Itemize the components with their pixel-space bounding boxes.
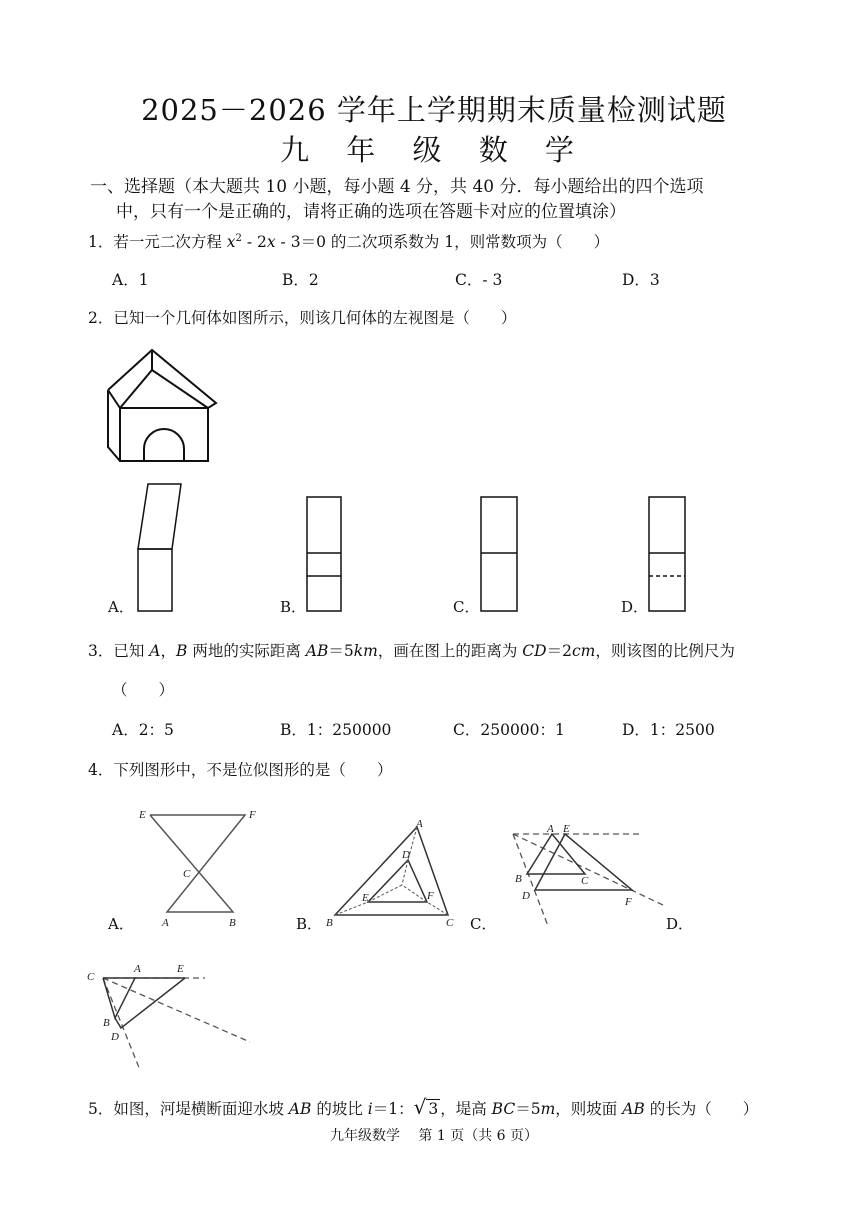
q4c-label-a: A	[547, 823, 554, 835]
q3-var-a: A	[149, 642, 161, 660]
q4a-label-b: B	[229, 917, 236, 929]
q3-unit-cm: cm	[571, 642, 596, 660]
q4d-label-c: C	[87, 971, 95, 983]
q3-eq2: ＝2	[546, 642, 572, 660]
q1-prefix: 1．若一元二次方程	[88, 233, 227, 251]
q5-ratio: ＝1：	[372, 1100, 414, 1118]
q5-sqrt-value: 3	[428, 1100, 439, 1118]
q4b-label-d: D	[402, 849, 410, 861]
q5-var-bc: BC	[491, 1100, 516, 1118]
q5-unit-m: m	[540, 1100, 556, 1118]
q4b-label-e: E	[362, 892, 369, 904]
q3-part-a: 3．已知	[88, 642, 150, 660]
q2-option-c-figure	[479, 495, 521, 615]
q1-option-a[interactable]: A．1	[112, 271, 149, 289]
q1-option-b[interactable]: B．2	[282, 271, 319, 289]
q4d-label-d: D	[111, 1031, 119, 1043]
q2-option-d[interactable]: D．	[621, 598, 649, 616]
q2-option-a-figure	[135, 480, 185, 615]
q2-option-b-figure	[305, 495, 345, 615]
q4-option-a[interactable]: A．	[108, 915, 134, 933]
q4-figure-b	[320, 815, 465, 930]
q4d-label-b: B	[103, 1017, 110, 1029]
q4c-label-b: B	[515, 873, 522, 885]
q5-var-ab2: AB	[622, 1100, 645, 1118]
q4b-label-b: B	[326, 917, 333, 929]
question-3	[88, 639, 735, 661]
page-footer: 九年级数学 第 1 页（共 6 页）	[329, 1128, 539, 1144]
q2-option-c[interactable]: C．	[453, 598, 480, 616]
q4a-label-c: C	[183, 868, 191, 880]
q3-part-d: ，则该图的比例尺为	[595, 642, 735, 660]
q2-option-a[interactable]: A．	[108, 598, 134, 616]
question-5	[88, 1095, 758, 1119]
q4-figure-a	[135, 800, 265, 930]
q3-eq1: ＝5	[328, 642, 354, 660]
q1-option-d[interactable]: D．3	[622, 271, 660, 289]
q4-figure-d	[85, 960, 255, 1075]
q3-part-c: ，画在图上的距离为	[377, 642, 523, 660]
q4b-label-f: F	[427, 890, 434, 902]
q4c-label-c: C	[581, 875, 589, 887]
q5-suffix: 的长为（ ）	[644, 1100, 759, 1118]
q4c-label-d: D	[522, 890, 530, 902]
q3-sep: ，	[160, 642, 177, 660]
q5-mid2: ，堤高	[440, 1100, 492, 1118]
q3-option-d[interactable]: D．1：2500	[622, 721, 715, 739]
q5-var-i: i	[367, 1100, 373, 1118]
q4a-label-f: F	[249, 809, 256, 821]
q5-eq: ＝5	[515, 1100, 541, 1118]
q4b-label-c: C	[446, 917, 454, 929]
exam-subtitle: 九 年 级 数 学	[280, 133, 588, 167]
q3-option-c[interactable]: C．250000：1	[453, 721, 565, 739]
q5-prefix: 5．如图，河堤横断面迎水坡	[88, 1100, 289, 1118]
q3-var-b: B	[176, 642, 188, 660]
q4c-label-e: E	[563, 823, 570, 835]
q4a-label-e: E	[139, 809, 146, 821]
q3-option-b[interactable]: B．1：250000	[280, 721, 392, 739]
exam-title: 2025－2026 学年上学期期末质量检测试题	[141, 93, 727, 127]
q4-option-c[interactable]: C．	[470, 915, 497, 933]
q2-option-d-figure	[647, 495, 689, 615]
q2-solid-figure	[100, 345, 220, 465]
section-instructions-line1: 一、选择题（本大题共 10 小题，每小题 4 分，共 40 分．每小题给出的四个选项	[90, 177, 704, 197]
q3-part-b: 两地的实际距离	[187, 642, 306, 660]
q4d-label-a: A	[134, 963, 141, 975]
question-2: 2．已知一个几何体如图所示，则该几何体的左视图是（ ）	[88, 309, 517, 327]
q4c-label-f: F	[625, 896, 632, 908]
q3-answer-paren: （ ）	[112, 681, 175, 699]
q1-var-x2: x	[266, 233, 276, 251]
q5-mid1: 的坡比	[311, 1100, 368, 1118]
q4-figure-c	[505, 818, 675, 928]
q5-sqrt-sign: √	[413, 1095, 427, 1119]
q2-option-b[interactable]: B．	[280, 598, 307, 616]
question-1	[88, 230, 609, 252]
q4d-label-e: E	[177, 963, 184, 975]
q1-var-x: x	[226, 233, 236, 251]
q4-option-b[interactable]: B．	[296, 915, 323, 933]
q5-var-ab: AB	[288, 1100, 312, 1118]
q3-var-ab: AB	[305, 642, 329, 660]
q1-mid: - 2	[241, 233, 267, 251]
q1-suffix: - 3＝0 的二次项系数为 1，则常数项为（ ）	[275, 233, 610, 251]
q1-exponent: 2	[235, 232, 242, 244]
q4b-label-a: A	[416, 818, 423, 830]
question-4: 4．下列图形中，不是位似图形的是（ ）	[88, 761, 393, 779]
q4a-label-a: A	[162, 917, 169, 929]
q3-unit-km: km	[353, 642, 378, 660]
q5-mid3: ，则坡面	[555, 1100, 623, 1118]
section-instructions-line2: 中，只有一个是正确的，请将正确的选项在答题卡对应的位置填涂）	[116, 202, 626, 222]
q1-option-c[interactable]: C．- 3	[455, 271, 503, 289]
q3-var-cd: CD	[522, 642, 547, 660]
q4-option-d[interactable]: D．	[666, 915, 694, 933]
q3-option-a[interactable]: A．2：5	[112, 721, 174, 739]
